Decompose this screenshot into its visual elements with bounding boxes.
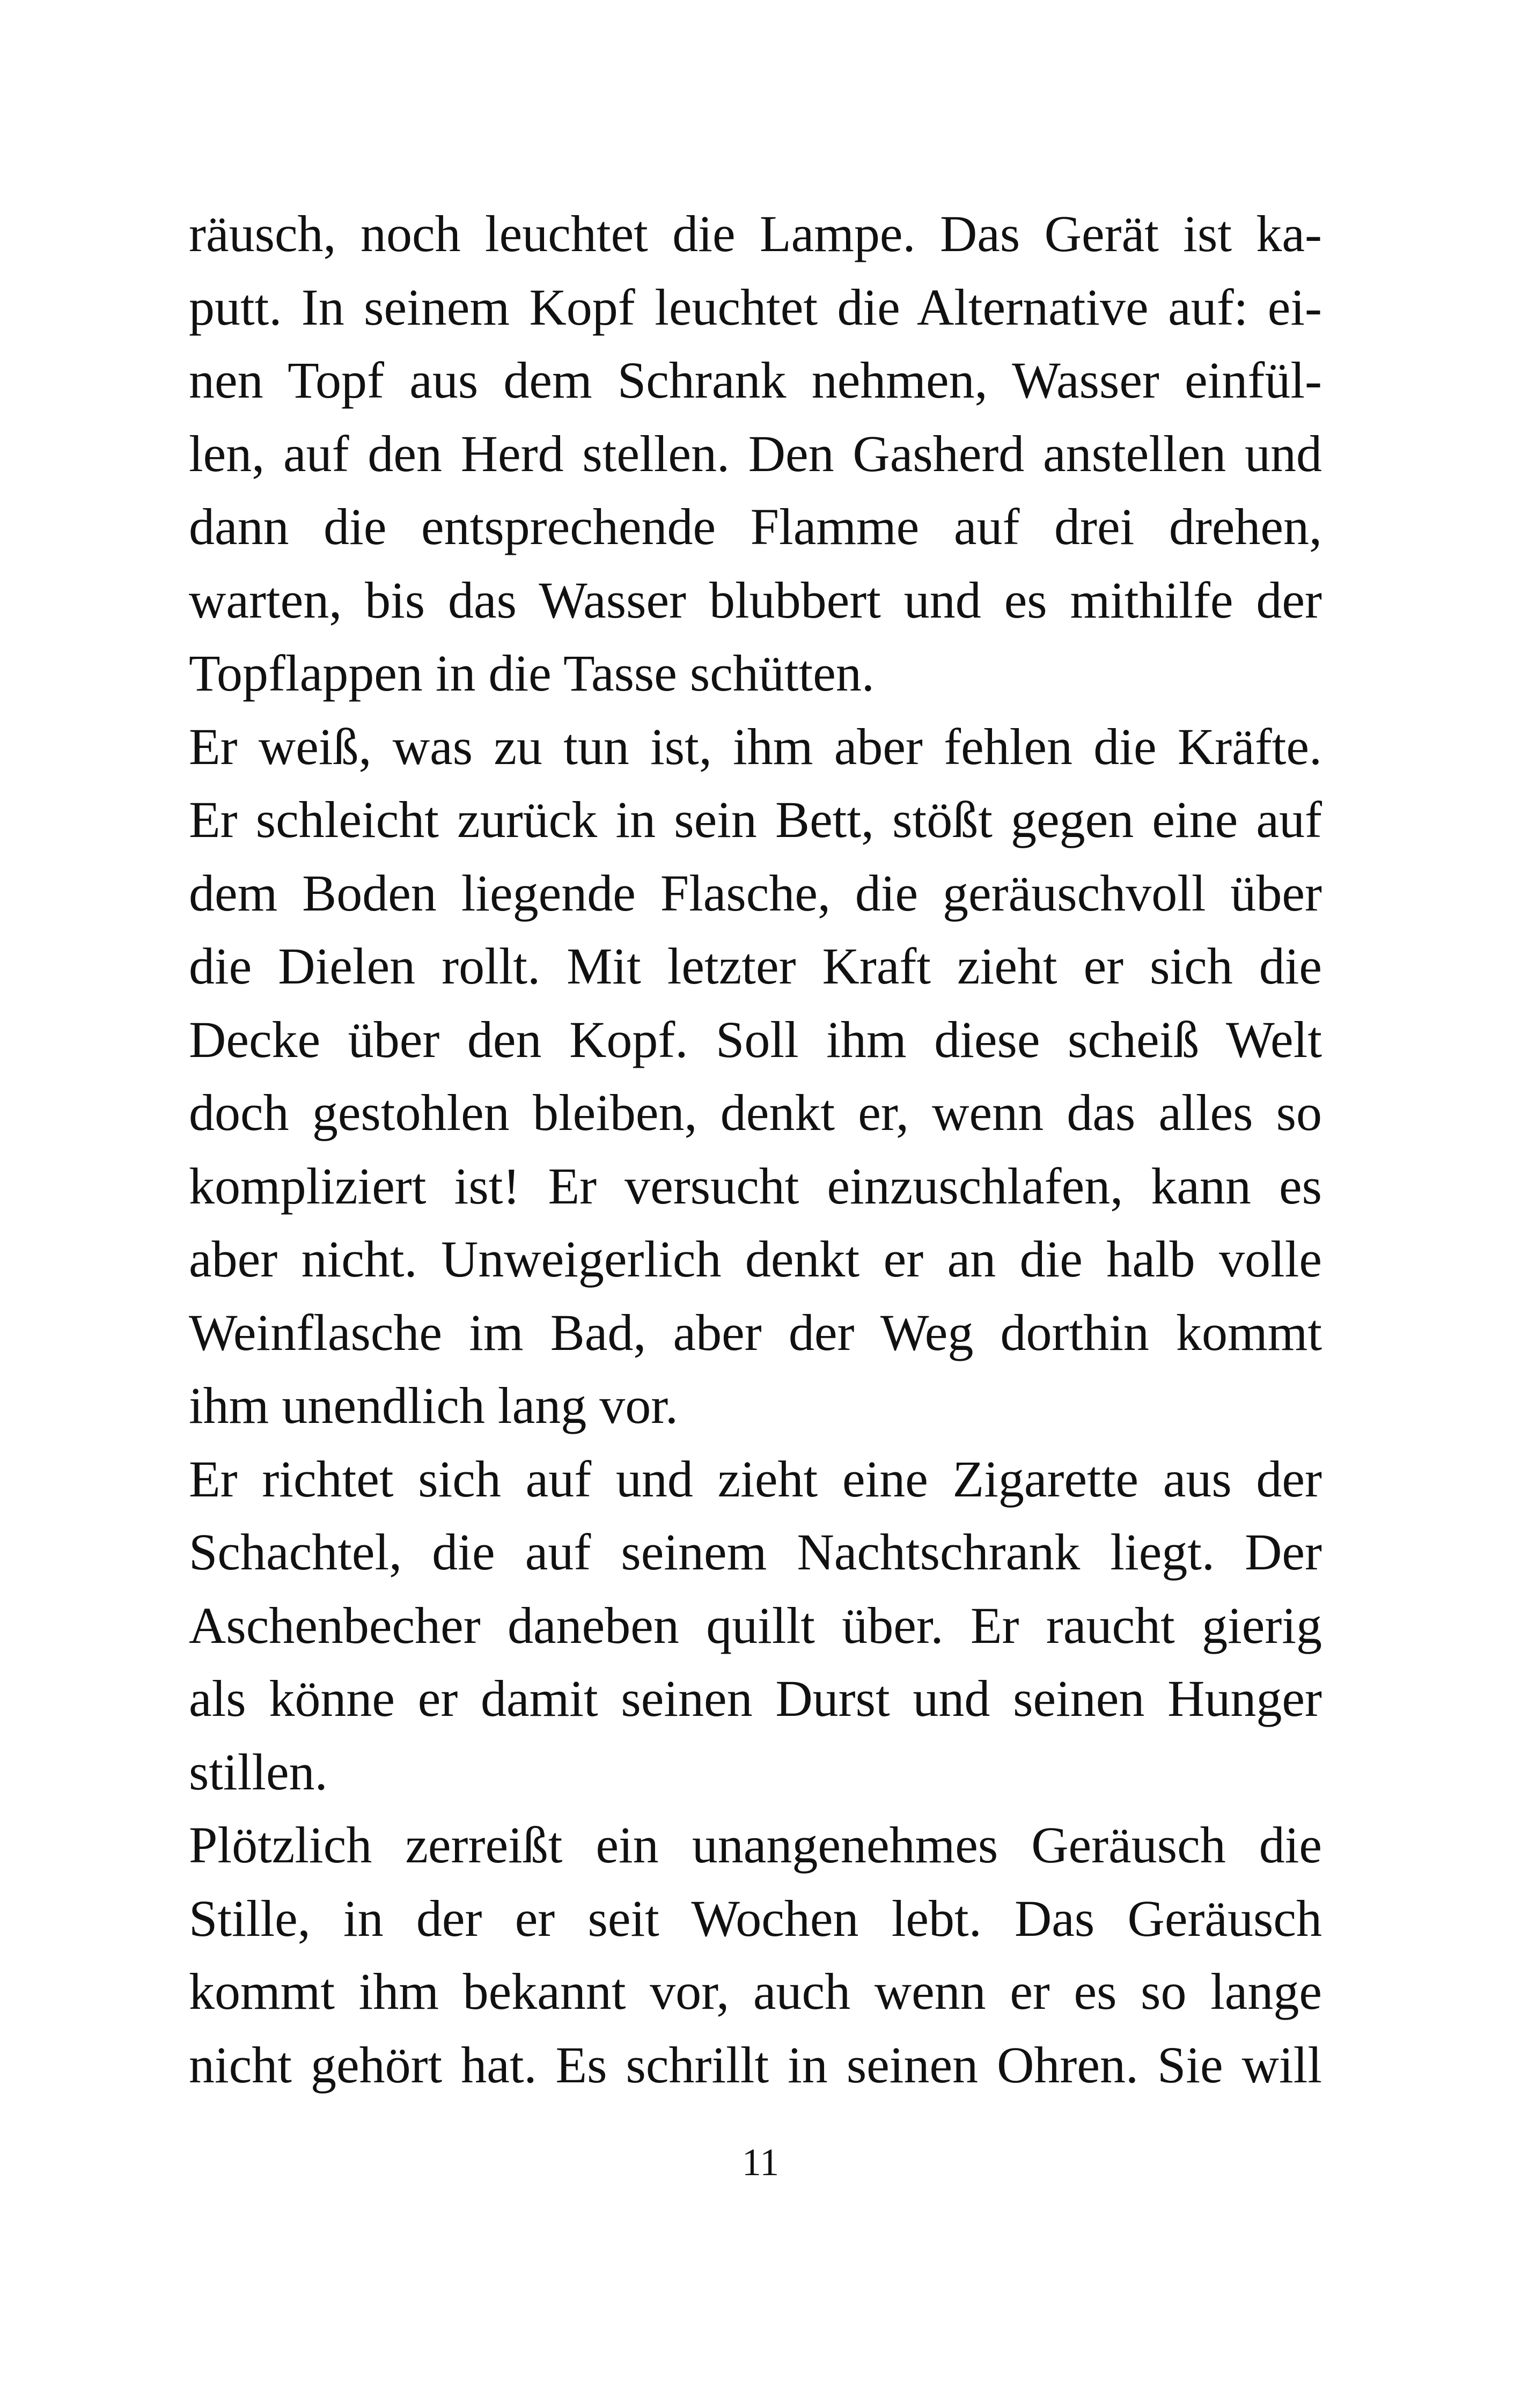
text-line: Decke über den Kopf. Soll ihm diese scheiß Welt [189, 1010, 1322, 1068]
page-number: 11 [741, 2141, 780, 2184]
text-line: Topflappen in die Tasse schütten. [189, 644, 875, 702]
text-line: nen Topf aus dem Schrank nehmen, Wasser einfül- [189, 351, 1322, 409]
text-line: putt. In seinem Kopf leuchtet die Alternative auf: ei- [189, 278, 1322, 336]
text-line: nicht gehört hat. Es schrillt in seinen Ohren. Sie will [189, 2036, 1322, 2094]
text-line: Weinflasche im Bad, aber der Weg dorthin kommt [189, 1303, 1322, 1361]
text-line: Plötzlich zerreißt ein unangenehmes Geräusch die [189, 1816, 1322, 1874]
text-line: ihm unendlich lang vor. [189, 1377, 678, 1434]
text-line: stillen. [189, 1743, 328, 1801]
text-line: dem Boden liegende Flasche, die geräuschvoll über [189, 864, 1322, 922]
text-line: Schachtel, die auf seinem Nachtschrank liegt. Der [189, 1523, 1322, 1581]
text-line: kommt ihm bekannt vor, auch wenn er es so lange [189, 1963, 1322, 2020]
text-line: Er weiß, was zu tun ist, ihm aber fehlen die Kräfte. [189, 717, 1322, 775]
text-line: Er schleicht zurück in sein Bett, stößt gegen eine auf [189, 791, 1322, 848]
text-line: Er richtet sich auf und zieht eine Zigarette aus der [189, 1450, 1322, 1508]
text-line: aber nicht. Unweigerlich denkt er an die halb volle [189, 1230, 1322, 1288]
text-line: len, auf den Herd stellen. Den Gasherd anstellen und [189, 424, 1322, 482]
text-line: Aschenbecher daneben quillt über. Er raucht gierig [189, 1596, 1322, 1654]
text-line: als könne er damit seinen Durst und seinen Hunger [189, 1670, 1322, 1727]
text-line: doch gestohlen bleiben, denkt er, wenn das alles so [189, 1084, 1322, 1141]
text-line: dann die entsprechende Flamme auf drei drehen, [189, 498, 1322, 555]
text-line: warten, bis das Wasser blubbert und es mithilfe der [189, 571, 1322, 629]
text-line: die Dielen rollt. Mit letzter Kraft zieht er sich die [189, 937, 1322, 995]
text-line: räusch, noch leuchtet die Lampe. Das Gerät ist ka- [189, 205, 1322, 262]
body-text [189, 197, 1322, 2102]
text-line: Stille, in der er seit Wochen lebt. Das Geräusch [189, 1889, 1322, 1947]
text-line: kompliziert ist! Er versucht einzuschlafen, kann es [189, 1157, 1322, 1215]
